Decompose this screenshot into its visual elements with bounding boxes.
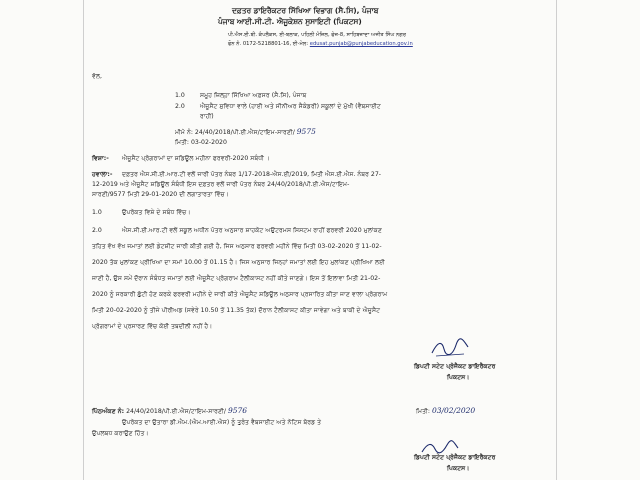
signature-1-title: ਡਿਪਟੀ ਸਟੇਟ ਪ੍ਰੋਜੈਕਟ ਡਾਇਰੈਕਟਰ: [414, 363, 496, 370]
header-email-link[interactable]: edusat.punjab@punjabeducation.gov.in: [309, 41, 413, 47]
paragraph-2-line: ਐਸ.ਸੀ.ਈ.ਆਰ.ਟੀ ਵਲੋਂ ਸਕੂਲ ਅਧੀਨ ਪੱਤਰ ਅਨੁਸਾਰ ਸ਼ਾਹਕੋਟ ਅਉਟਰਮਸ ਸਿਸਟਮ ਰਾਹੀਂ ਫਰਵਰੀ 2020 ਮੁਲਾਂਕਣ: [122, 227, 382, 234]
page-left-edge: [83, 0, 84, 480]
signature-2-title: ਡਿਪਟੀ ਸਟੇਟ ਪ੍ਰੋਜੈਕਟ ਡਾਇਰੈਕਟਰ: [414, 454, 496, 461]
addressee-2-number: 2.0: [175, 103, 185, 110]
paragraph-2-line: ਮਿਤੀ 20-02-2020 ਨੂੰ ਤੀਜੇ ਪੀਰੀਅਡ (ਸਵੇਰੇ 10.50 ਤੋਂ 11.35 ਤੱਕ) ਦੌਰਾਨ ਟੈਲੀਕਾਸਟ ਕੀਤਾ ਜਾਵੇਗਾ ਅਤੇ ਬਾਕੀ ਦੇ ਐਜੂਸੈਟ: [92, 307, 381, 314]
paragraph-2-line: 2020 ਤੱਕ ਮੁਲਾਂਕਣ ਪ੍ਰੀਖਿਆ ਦਾ ਸਮਾਂ 10.00 ਤੋਂ 01.15 ਹੈ। ਜਿਸ ਅਨੁਸਾਰ ਜਿਨ੍ਹਾਂ ਜਮਾਤਾਂ ਲਈ ਇਹ ਮੁਲਾਂਕਣ ਪ੍ਰੀਖਿਆ ਲਈ: [92, 259, 385, 266]
to-label: ਵੱਲ,: [92, 73, 103, 80]
memo-label: ਮੀਮੋ ਨੰ:: [175, 129, 193, 136]
header-society: ਪੰਜਾਬ ਆਈ.ਸੀ.ਟੀ. ਐਜੂਕੇਸ਼ਨ ਸੁਸਾਇਟੀ (ਪਿਕਟਸ): [218, 17, 362, 26]
memo-handwritten-number: 9575: [296, 127, 316, 136]
endorsement-text-line-1: ਉਪਰੋਕਤ ਦਾ ਉਤਾਰਾ ਡੀ.ਐਮ.(ਐਮ.ਆਈ.ਐਸ) ਨੂੰ ਤੁਰੰਤ ਵੈਬਸਾਈਟ ਅਤੇ ਨੋਟਿਸ ਬੋਰਡ ਤੇ: [122, 419, 322, 426]
signature-2-org: ਪਿਕਟਸ।: [447, 465, 470, 472]
subject-label: ਵਿਸ਼ਾ:-: [92, 155, 109, 162]
reference-line-2: 12-2019 ਅਤੇ ਐਜੂਸੈਟ ਸ਼ਡਿਊਲ ਸੰਬੰਧੀ ਇਸ ਦਫ਼ਤਰ ਵਲੋਂ ਜਾਰੀ ਪੱਤਰ ਨੰਬਰ 24/40/2018/ਪੀ.ਈ.ਐਸ/ਟਾਇਮ-: [92, 181, 350, 188]
subject-text: ਐਜੂਸੈਟ ਪ੍ਰੋਗਰਾਮਾਂ ਦਾ ਸ਼ਡਿਊਲ ਮਹੀਨਾ ਫਰਵਰੀ-2020 ਸਬੰਧੀ ।: [122, 155, 271, 162]
endorsement-number: 24/40/2018/ਪੀ.ਈ.ਐਸ/ਟਾਇਮ-ਸਾਰਣੀ/: [126, 408, 226, 415]
addressee-2-line-1: ਐਜੂਸੈਟ ਸੁਵਿਧਾ ਵਾਲੇ (ਹਾਈ ਅਤੇ ਸੀਨੀਅਰ ਸੈਕੰਡਰੀ) ਸਕੂਲਾਂ ਦੇ ਮੁੱਖੀ (ਵੈਬਸਾਈਟ: [200, 103, 381, 110]
header-contact: [228, 40, 413, 48]
paragraph-2-line: 2020 ਨੂੰ ਸਰਕਾਰੀ ਛੁੱਟੀ ਹੋਣ ਕਰਕੇ ਫਰਵਰੀ ਮਹੀਨੇ ਦੇ ਜਾਰੀ ਕੀਤੇ ਐਜੂਸੈਟ ਸ਼ਡਿਊਲ ਅਨੁਸਾਰ ਪ੍ਰਸਾਰਿਤ ਕੀਤਾ ਜਾਣ ਵਾਲਾ ਪ੍ਰੋਗਰਾਮ: [92, 291, 388, 298]
endorsement-label: ਪਿੱਠਅੰਕਣ ਨੰ:: [92, 408, 125, 415]
addressee-2-line-2: ਰਾਹੀਂ): [200, 113, 214, 120]
endorsement-handwritten-date: 03/02/2020: [431, 406, 476, 415]
signature-1-mark: [430, 337, 470, 359]
reference-label: ਹਵਾਲਾ:-: [92, 171, 113, 178]
page-right-edge: [556, 0, 557, 480]
paragraph-2-line: ਪ੍ਰੋਗਰਾਮਾਂ ਦੇ ਪ੍ਰਸਾਰਣ ਵਿੱਚ ਕੋਈ ਤਬਦੀਲੀ ਨਹੀਂ ਹੈ।: [92, 323, 213, 330]
header-department: ਦਫ਼ਤਰ ਡਾਇਰੈਕਟਰ ਸਿੱਖਿਆ ਵਿਭਾਗ (ਸੈ.ਸਿ), ਪੰਜਾਬ: [232, 6, 379, 15]
memo-date: 03-02-2020: [190, 139, 227, 146]
paragraph-1-text: ਉਪਰੋਕਤ ਵਿਸ਼ੇ ਦੇ ਸਬੰਧ ਵਿੱਚ।: [122, 209, 191, 216]
memo-date-label: ਮਿਤੀ:: [175, 139, 189, 146]
endorsement-date-label: ਮਿਤੀ:: [416, 408, 430, 415]
addressee-1-number: 1.0: [175, 92, 185, 99]
paragraph-2-line: ਜਾਣੀ ਹੈ, ਉਸ ਸਮੇਂ ਦੌਰਾਨ ਸੰਬੰਧਤ ਜਮਾਤਾਂ ਲਈ ਐਜੂਸੈਟ ਪ੍ਰੋਗਰਾਮ ਟੈਲੀਕਾਸਟ ਨਹੀਂ ਕੀਤੇ ਜਾਣਗੇ। ਇਸ ਤੋਂ ਇਲਾਵਾ ਮਿਤੀ 21-02-: [92, 275, 381, 282]
header-address: ਪੀ.ਐਸ.ਈ.ਬੀ. ਕੰਪਲੈਕਸ, ਈ-ਬਲਾਕ, ਪਹਿਲੀ ਮੰਜ਼ਿਲ, ਫੇਜ਼-8, ਸਾਹਿਬਜ਼ਾਦਾ ਅਜੀਤ ਸਿੰਘ ਨਗਰ: [228, 32, 407, 38]
header-phone: ਫੋਨ ਨੰ. 0172-5218801-16, ਈ-ਮੇਲ:: [228, 41, 309, 47]
endorsement-line: [92, 407, 247, 416]
memo-date-line: [175, 139, 227, 147]
paragraph-2-line: ਤਹਿਤ ਵੱਖ ਵੱਖ ਜਮਾਤਾਂ ਲਈ ਡੇਟਸ਼ੀਟ ਜਾਰੀ ਕੀਤੀ ਗਈ ਹੈ, ਜਿਸ ਅਨੁਸਾਰ ਫਰਵਰੀ ਮਹੀਨੇ ਵਿੱਚ ਮਿਤੀ 03-02-2020 ਤੋਂ 11-02-: [92, 243, 382, 250]
memo-number: 24/40/2018/ਪੀ.ਈ.ਐਸ/ਟਾਇਮ-ਸਾਰਣੀ/: [194, 129, 295, 136]
paragraph-1-number: 1.0: [92, 209, 102, 216]
endorsement-date-line: [416, 407, 475, 416]
addressee-1: ਸਮੂਹ ਜ਼ਿਲ੍ਹਾ ਸਿੱਖਿਆ ਅਫ਼ਸਰ (ਸੈ.ਸਿ), ਪੰਜਾਬ: [200, 92, 307, 99]
paragraph-2-number: 2.0: [92, 227, 102, 234]
endorsement-handwritten-number: 9576: [227, 406, 248, 415]
signature-1-org: ਪਿਕਟਸ।: [447, 374, 470, 381]
reference-line-1: ਦਫ਼ਤਰ ਐਸ.ਸੀ.ਈ.ਆਰ.ਟੀ ਵਲੋਂ ਜਾਰੀ ਪੱਤਰ ਨੰਬਰ 1/17-2018-ਐਸ.ਈ/2019, ਮਿਤੀ ਐਸ.ਈ.ਐਸ. ਨੰਬਰ 27-: [122, 171, 382, 178]
memo-line: [175, 128, 316, 137]
endorsement-text-line-2: ਉਪਲਬਧ ਕਰਾਉਣ ਹਿੱਤ।: [92, 430, 149, 437]
reference-line-3: ਸਾਰਣੀ/9577 ਮਿਤੀ 29-01-2020 ਦੀ ਲਗਾਤਾਰਤਾ ਵਿੱਚ।: [92, 191, 229, 198]
